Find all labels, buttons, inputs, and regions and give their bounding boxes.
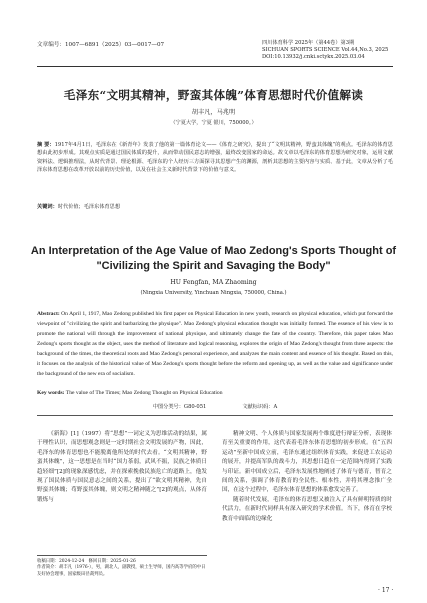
section-rule xyxy=(37,415,393,416)
journal-info-en: SICHUAN SPORTS SCIENCE Vol.44,No.3, 2025 xyxy=(262,47,389,54)
article-number: 文章编号：1007—6891（2025）03—0017—07 xyxy=(37,42,165,48)
affiliation-en: (Ningxia University, Yinchuan Ningxia, 750000, China.) xyxy=(140,290,287,296)
journal-info xyxy=(262,40,402,62)
authors-cn: 胡丰凡，马兆明 xyxy=(191,109,236,116)
body-paragraph: 精神文明、个人体质与国家发展两个维度进行辩证分析，表现体育至关重要的作用，这代表着毛泽东体育思想的初步形成。在“五四运动”至新中国成立前，毛泽东通过组织体育实践，来促进工农运动的展开，并提高军队的战斗力，其思想日趋在一定范围内得到了实践与印证。新中国成立后，毛泽东发展性地阐述了体育与德育，智育之间的关系，强调了体育教育的全民性、根本性，并将其理念推广全国，在这个过程中，毛泽东体育思想的体系愈发完善了。 xyxy=(222,431,392,494)
abstract-en-label: Abstract: xyxy=(37,311,60,317)
document-code: 文献标识码：A xyxy=(242,404,278,410)
received-date: 收稿日期：2024-12-24 xyxy=(37,559,85,564)
title-en-line2: "Civilizing the Spirit and Savaging the Body" xyxy=(96,259,331,272)
title-en xyxy=(30,244,397,273)
author-bio: 作者简介：胡丰凡（1976-），男，湖北人，副教授，硕士生导师，国内高等学府的中日友好协会理事，国家级田径裁判员。 xyxy=(37,565,206,577)
body-paragraph: 《新海》[1]（1997）将“思想”一词定义为思维活动的结果，属于理性认识，而思想观念则是一定时期社会文明发展的产物，因此，毛泽东的体育思想也不能脱离他所处的时代去看。“文明其精神，野蛮其体魄”，这一思想是在当时“国力茶弱，武风不振，民族之体质日趋轻细”[2]的现象深感忧虑，并在探索挽救民族危亡的道路上，他发现了国民体质与国民意志之间的关系，提出了“欲文明其精神，先自野蛮其体魄；苟野蛮其体魄，则文明之精神随之”[2]的观点，从体育锻炼与 xyxy=(37,431,207,503)
footnote xyxy=(37,559,207,578)
doi: DOI:10.13932/j.cnki.sctykx.2025.03.04 xyxy=(262,54,365,61)
abstract-cn xyxy=(37,141,393,175)
authors-en: HU Fengfan, MA Zhaoming xyxy=(170,279,257,286)
body-column-right xyxy=(222,430,392,524)
page-number: · 17 · xyxy=(378,587,394,594)
footnote-rule xyxy=(37,555,207,556)
title-en-line1: An Interpretation of the Age Value of Mao Zedong's Sports Thought of xyxy=(30,245,397,257)
keywords-cn-text: 时代价值；毛泽东体育思想 xyxy=(57,204,121,210)
title-cn: 毛泽东“文明其精神，野蛮其体魄”体育思想时代价值解读 xyxy=(63,88,364,102)
abstract-en xyxy=(37,309,393,379)
header-rule xyxy=(37,66,393,67)
journal-info-cn: 四川体育科学 2025年（第44卷）第3期 xyxy=(262,40,355,46)
clc-number: 中图分类号：G80-051 xyxy=(152,404,207,410)
keywords-cn-label: 关键词： xyxy=(37,204,58,210)
abstract-cn-label: 摘 要： xyxy=(37,142,55,148)
revised-date: 修回日期：2025-01-26 xyxy=(88,559,136,564)
body-paragraph: 随着时代发展，毛泽东的体育思想又被注入了具有鲜明特质的时代活力，在新时代同样具有深入研究的学术价值。当下，体育在学校教育中面临的边缘化 xyxy=(222,496,392,522)
keywords-en-text: The value of The Times; Mao Zedong Thought on Physical Education xyxy=(64,390,223,396)
keywords-en xyxy=(37,390,393,396)
body-column-left xyxy=(37,430,207,505)
affiliation-cn: （宁夏大学，宁夏 银川，750000。） xyxy=(170,120,257,126)
abstract-cn-text: 1917年4月1日，毛泽东在《新青年》发表了他的第一篇体育论文——《体育之研究》，提出了“文明其精神，野蛮其体魄”的观点。毛泽东的体育思想由此初步形成。其观点实质是通过国民体质的提升，从而带动国民意志的增强，最终改变国家的命运。故文章以毛泽东的体育思想为研究对象，运用文献资料法、逻辑推理法，从时代背景、理论根源、毛泽东的个人经历三方面探寻其思想产生的渊源，剖析其思想的主要内容与实质、基于此，文章从分析了毛泽东体育思想在改革开放以前的历史价值，以及在社会主义新时代背景下的价值与意义。 xyxy=(37,142,393,174)
keywords-en-label: Key words: xyxy=(37,390,65,396)
classification-row xyxy=(37,403,393,410)
abstract-en-text: On April 1, 1917, Mao Zedong published his first paper on Physical Education in new youth, research on physical education, which put forward the viewpoint of "civilizing the spirit and barbarizing the physique". Mao Zedong's physical education thought was initially formed. The essence of his view is to promote the national will through the improvement of national physique, and ultimately change the fate of the country. Therefore, this paper takes Mao Zedong's sports thought as the object, uses the method of literature and logical reasoning, explores the origin of Mao Zedong's thought from three aspects: the background of the times, the theoretical roots and Mao Zedong's personal experience, and analyzes the main content and essence of his thought. Based on this, it focuses on the analysis of the historical value of Mao Zedong's sports thought before the reform and opening up, as well as the value and significance under the background of the new era of socialism. xyxy=(37,311,393,377)
keywords-cn xyxy=(37,203,393,210)
